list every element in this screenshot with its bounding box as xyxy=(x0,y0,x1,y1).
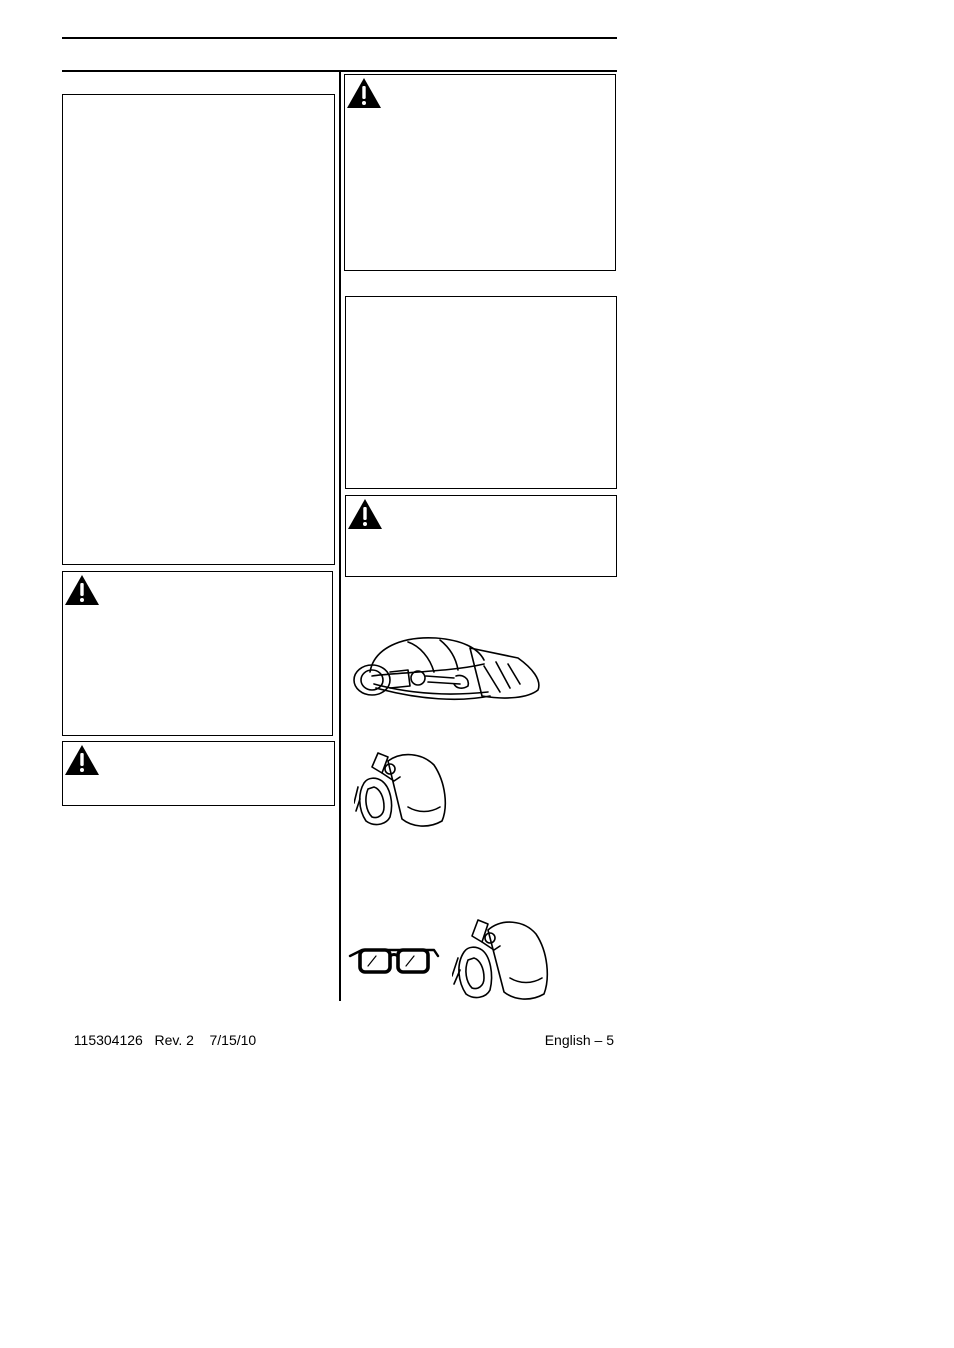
earmuffs-with-faceshield-illustration xyxy=(354,747,454,829)
footer-revision: Rev. 2 xyxy=(154,1032,194,1048)
footer-doc-info xyxy=(66,1013,256,1049)
right-warning-box-2 xyxy=(345,495,617,577)
right-content-box xyxy=(345,296,617,489)
warning-triangle-icon xyxy=(346,77,382,109)
warning-triangle-icon xyxy=(64,574,100,606)
footer-date: 7/15/10 xyxy=(209,1032,257,1048)
header-rule-top xyxy=(62,37,617,39)
right-warning-box-1 xyxy=(344,74,616,271)
footer-page-label xyxy=(537,1013,614,1049)
left-warning-box-1 xyxy=(62,571,333,736)
column-divider xyxy=(339,72,341,1001)
footer-doc-number: 115304126 xyxy=(73,1032,143,1048)
warning-triangle-icon xyxy=(64,744,100,776)
left-content-box xyxy=(62,94,335,565)
safety-glasses-illustration xyxy=(348,944,440,976)
footer-page-number: English – 5 xyxy=(544,1032,614,1048)
earmuffs-with-faceshield-illustration-2 xyxy=(452,914,554,1002)
left-warning-box-2 xyxy=(62,741,335,806)
warning-triangle-icon xyxy=(347,498,383,530)
helmet-with-visor-illustration xyxy=(350,632,546,704)
